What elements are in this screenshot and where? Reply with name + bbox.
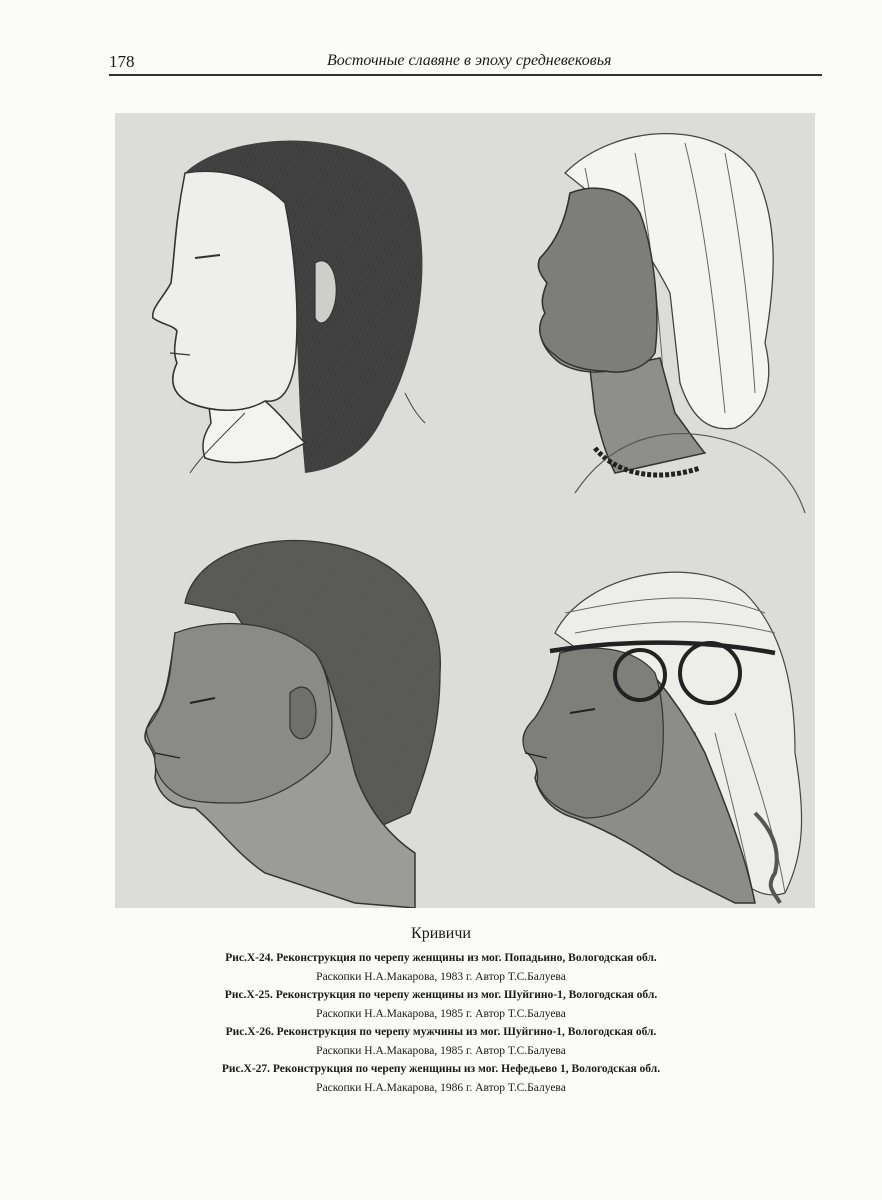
running-title: Восточные славяне в эпоху средневековья bbox=[327, 52, 612, 69]
caption-credit-x27: Раскопки Н.А.Макарова, 1986 г. Автор Т.С.Балуева bbox=[316, 1081, 566, 1094]
caption-figure-x27: Рис.Х-27. Реконструкция по черепу женщины из мог. Нефедьево 1, Вологодская обл. bbox=[221, 1063, 661, 1075]
caption-credit-x24: Раскопки Н.А.Макарова, 1983 г. Автор Т.С.Балуева bbox=[316, 970, 566, 983]
caption-title: Кривичи bbox=[411, 925, 471, 942]
illustration-plate bbox=[115, 113, 815, 908]
caption-figure-x26: Рис.Х-26. Реконструкция по черепу мужчины из мог. Шуйгино-1, Вологодская обл. bbox=[225, 1026, 657, 1038]
caption-credit-x26: Раскопки Н.А.Макарова, 1985 г. Автор Т.С.Балуева bbox=[316, 1044, 566, 1057]
caption-figure-x25: Рис.Х-25. Реконструкция по черепу женщины из мог. Шуйгино-1, Вологодская обл. bbox=[224, 989, 658, 1001]
header-rule bbox=[109, 74, 822, 76]
figure-caption bbox=[0, 925, 882, 1097]
caption-credit-x25: Раскопки Н.А.Макарова, 1985 г. Автор Т.С.Балуева bbox=[316, 1007, 566, 1020]
page-header bbox=[109, 52, 822, 76]
portraits-drawing bbox=[115, 113, 815, 908]
caption-figure-x24: Рис.Х-24. Реконструкция по черепу женщины из мог. Попадьино, Вологодская обл. bbox=[225, 952, 657, 964]
page-number: 178 bbox=[109, 52, 135, 71]
